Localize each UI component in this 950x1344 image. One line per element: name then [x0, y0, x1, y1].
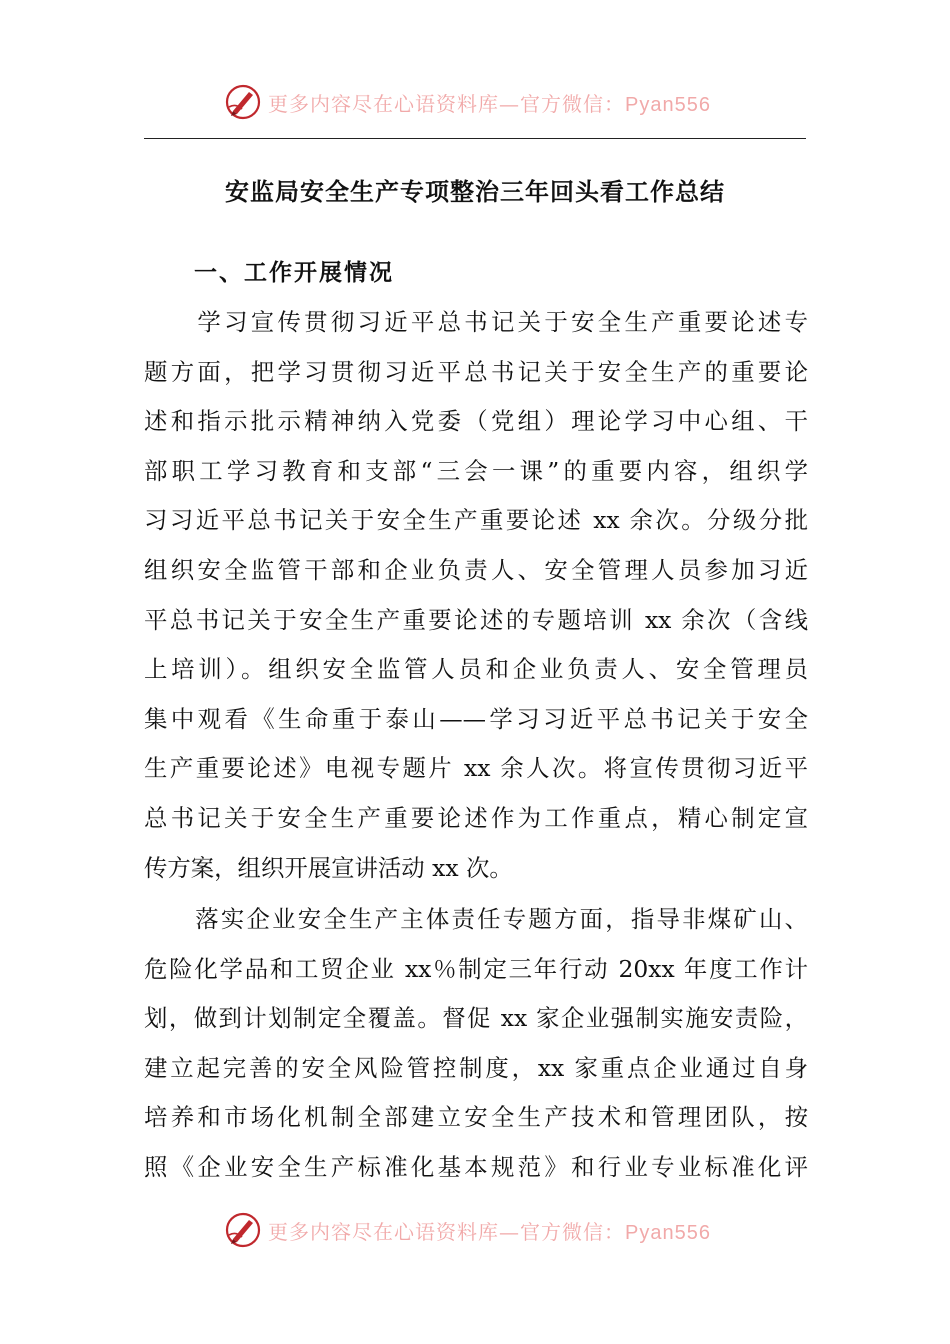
- paragraph-line: 习习近平总书记关于安全生产重要论述 xx 余次。分级分批: [144, 506, 808, 535]
- paragraph-line: 总书记关于安全生产重要论述作为工作重点，精心制定宣: [144, 803, 808, 832]
- footer-banner-text: 更多内容尽在心语资料库—官方微信：Pyan556: [268, 1219, 711, 1244]
- paragraph-line: 建立起完善的安全风险管控制度，xx 家重点企业通过自身: [144, 1053, 808, 1082]
- paragraph-line: 上培训）。组织安全监管人员和企业负责人、安全管理员: [144, 655, 808, 684]
- pen-logo-icon: [224, 1211, 262, 1249]
- paragraph-line: 划，做到计划制定全覆盖。督促 xx 家企业强制实施安责险，: [144, 1004, 808, 1033]
- paragraph-1: [144, 298, 808, 893]
- header-banner-text: 更多内容尽在心语资料库—官方微信：Pyan556: [268, 91, 711, 116]
- paragraph-2: [144, 895, 808, 1193]
- header-divider: [144, 138, 806, 139]
- paragraph-line: 学习宣传贯彻习近平总书记关于安全生产重要论述专: [144, 308, 808, 336]
- section-heading: 一、工作开展情况: [194, 260, 394, 286]
- paragraph-line: 培养和市场化机制全部建立安全生产技术和管理团队，按: [144, 1103, 808, 1132]
- footer-banner: [224, 1208, 711, 1252]
- header-banner: [224, 80, 711, 124]
- paragraph-line: 危险化学品和工贸企业 xx％制定三年行动 20xx 年度工作计: [144, 954, 808, 983]
- pen-logo-icon: [224, 83, 262, 121]
- paragraph-line: 集中观看《生命重于泰山——学习习近平总书记关于安全: [144, 704, 808, 733]
- document-title: 安监局安全生产专项整治三年回头看工作总结: [225, 178, 725, 206]
- paragraph-line: 落实企业安全生产主体责任专题方面，指导非煤矿山、: [144, 905, 808, 933]
- paragraph-line: 组织安全监管干部和企业负责人、安全管理人员参加习近: [144, 555, 808, 584]
- footer-wechat-id: Pyan556: [625, 1221, 711, 1244]
- header-wechat-id: Pyan556: [625, 93, 711, 116]
- paragraph-line: 平总书记关于安全生产重要论述的专题培训 xx 余次（含线: [144, 605, 808, 634]
- paragraph-line: 述和指示批示精神纳入党委（党组）理论学习中心组、干: [144, 407, 808, 436]
- paragraph-line: 传方案，组织开展宣讲活动 xx 次。: [144, 853, 513, 882]
- paragraph-line: 部职工学习教育和支部“三会一课”的重要内容，组织学: [144, 456, 808, 485]
- paragraph-line: 照《企业安全生产标准化基本规范》和行业专业标准化评: [144, 1152, 808, 1181]
- paragraph-line: 生产重要论述》电视专题片 xx 余人次。将宣传贯彻习近平: [144, 754, 808, 783]
- paragraph-line: 题方面，把学习贯彻习近平总书记关于安全生产的重要论: [144, 357, 808, 386]
